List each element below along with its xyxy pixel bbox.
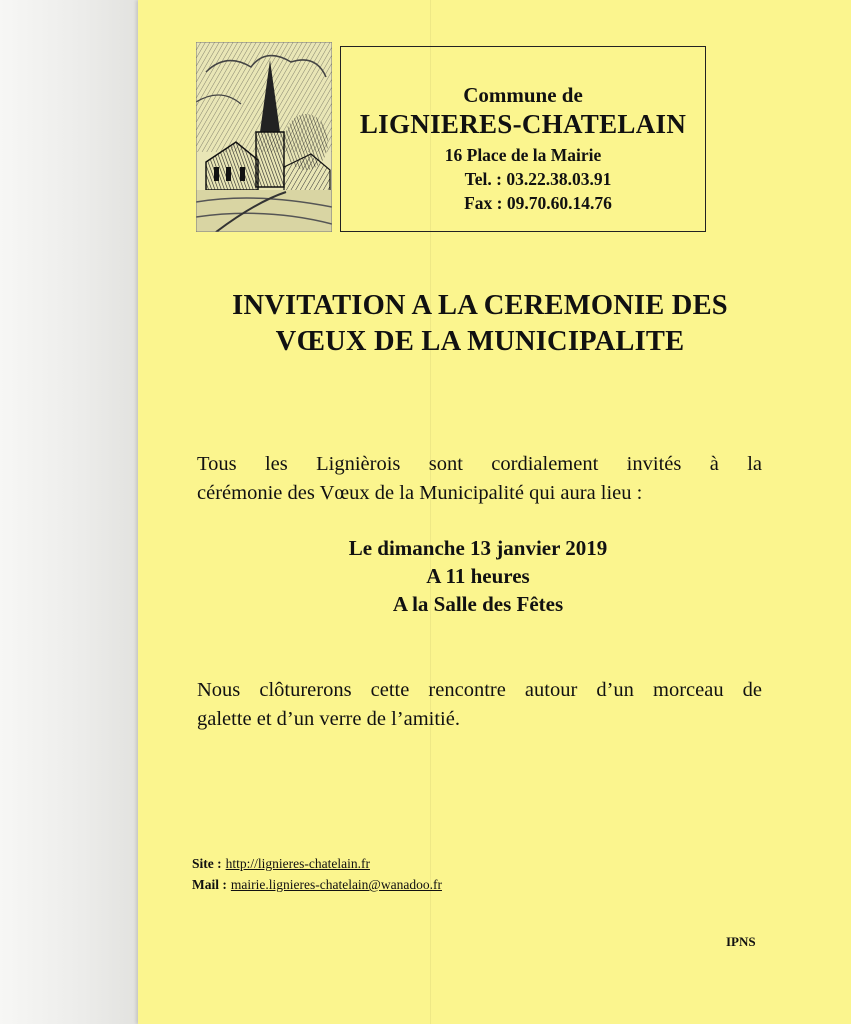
closing-line-1: Nous clôturerons cette rencontre autour d’un morceau de [197, 679, 762, 701]
commune-address: 16 Place de la Mairie [444, 145, 602, 165]
document-title-line-2: VŒUX DE LA MUNICIPALITE [275, 326, 685, 357]
church-illustration-icon [196, 42, 332, 232]
site-link[interactable]: http://lignieres-chatelain.fr [225, 856, 370, 871]
closing-line-2: galette et d’un verre de l’amitié. [197, 708, 460, 730]
closing-paragraph [197, 676, 762, 734]
site-label: Site : [192, 856, 222, 871]
commune-label: Commune de [463, 83, 583, 107]
commune-phone: Tel. : 03.22.38.03.91 [464, 169, 612, 189]
invitation-line-2: cérémonie des Vœux de la Municipalité qui aura lieu : [197, 482, 643, 504]
event-time: A 11 heures [426, 564, 530, 588]
event-place: A la Salle des Fêtes [392, 592, 564, 616]
ipns-mark: IPNS [726, 934, 756, 949]
invitation-line-1: Tous les Lignièrois sont cordialement invités à la [197, 453, 762, 475]
footer-mail [192, 877, 442, 893]
mail-label: Mail : [192, 877, 227, 892]
document-title-line-1: INVITATION A LA CEREMONIE DES [232, 290, 728, 321]
footer-site [192, 856, 370, 872]
commune-fax: Fax : 09.70.60.14.76 [464, 193, 612, 213]
invitation-paragraph [197, 450, 762, 508]
commune-name: LIGNIERES-CHATELAIN [359, 109, 687, 139]
scan-background [0, 0, 138, 1024]
event-date: Le dimanche 13 janvier 2019 [348, 536, 608, 560]
commune-header-box [340, 46, 706, 232]
mail-link[interactable]: mairie.lignieres-chatelain@wanadoo.fr [230, 877, 442, 892]
